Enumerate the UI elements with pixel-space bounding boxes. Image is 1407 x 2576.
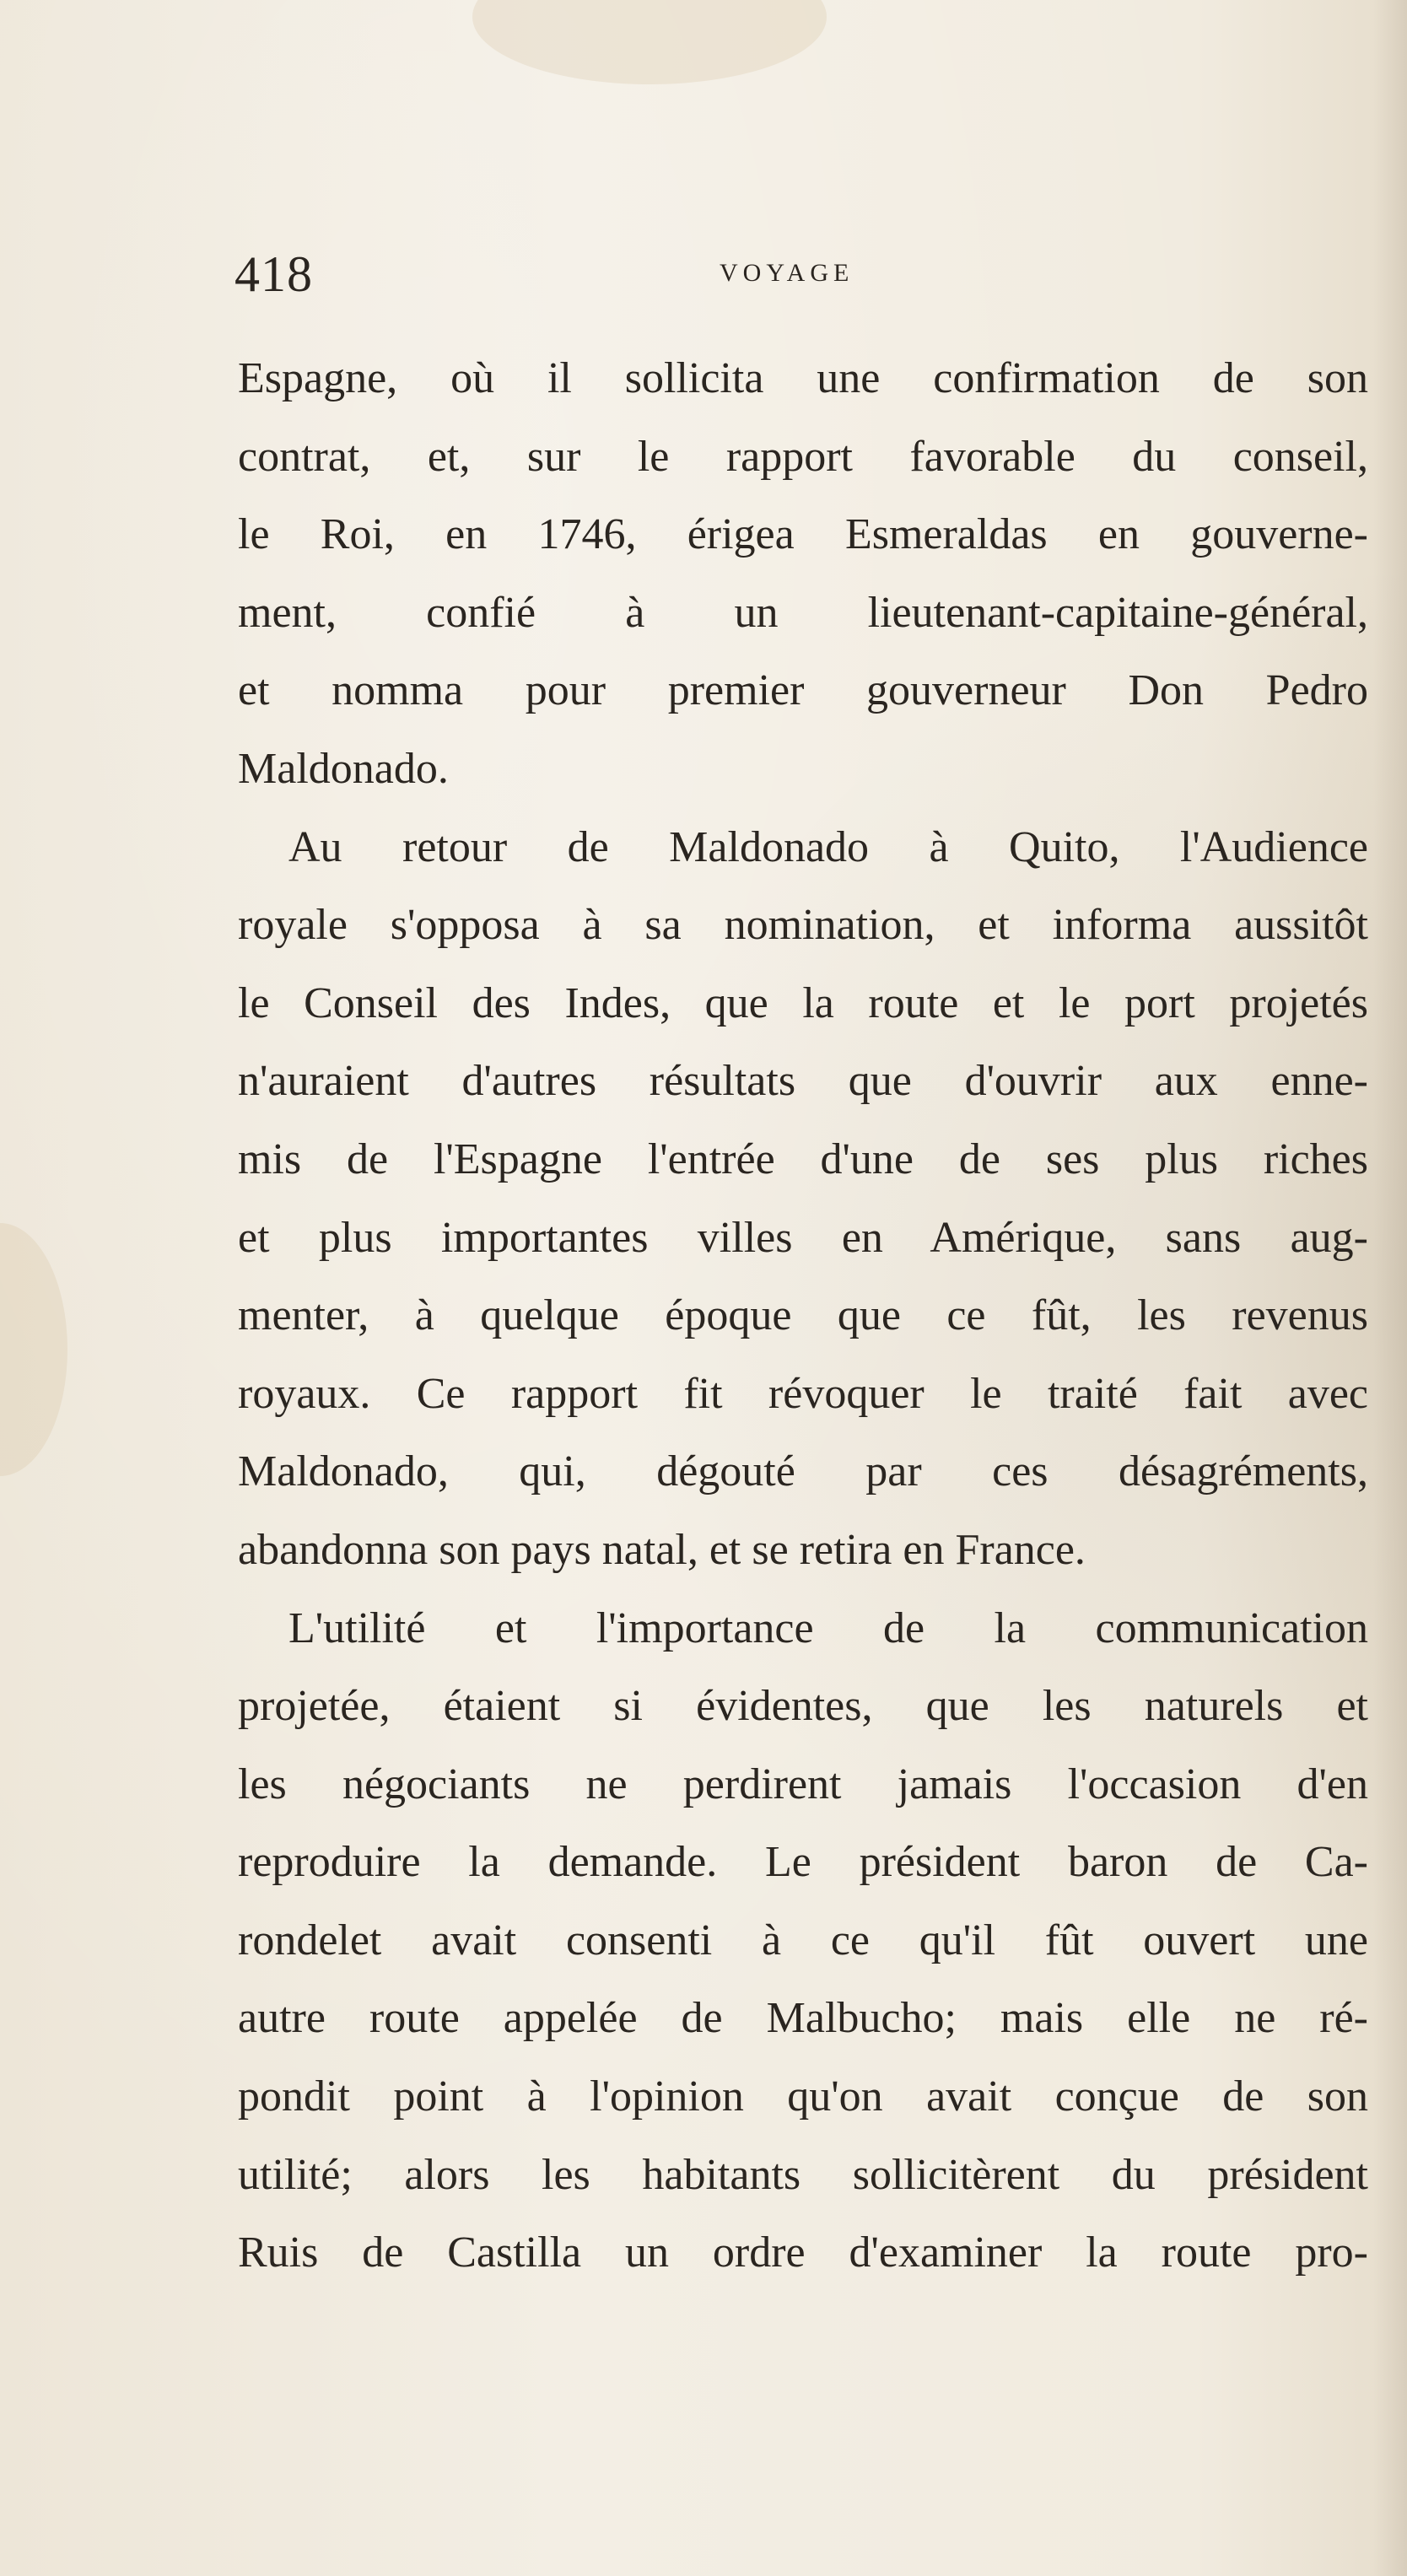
text-line: les négociants ne perdirent jamais l'occasion d'en — [238, 1760, 1368, 1808]
text-line: Maldonado, qui, dégouté par ces désagréments, — [238, 1447, 1368, 1496]
text-line: pondit point à l'opinion qu'on avait conçue de son — [238, 2072, 1368, 2121]
paper-stain — [472, 0, 827, 84]
text-line: ment, confié à un lieutenant-capitaine-général, — [238, 588, 1368, 637]
text-line: le Conseil des Indes, que la route et le port projetés — [238, 978, 1368, 1027]
text-line: autre route appelée de Malbucho; mais elle ne ré- — [238, 1994, 1368, 2043]
text-line: projetée, étaient si évidentes, que les naturels et — [238, 1682, 1368, 1731]
text-line: menter, à quelque époque que ce fût, les revenus — [238, 1291, 1368, 1340]
text-line: royale s'opposa à sa nomination, et informa aussitôt — [238, 901, 1368, 950]
text-line: et plus importantes villes en Amérique, sans aug- — [238, 1213, 1368, 1262]
text-line: n'auraient d'autres résultats que d'ouvrir aux enne- — [238, 1057, 1368, 1106]
text-line: mis de l'Espagne l'entrée d'une de ses plus riches — [238, 1134, 1368, 1183]
text-line: Ruis de Castilla un ordre d'examiner la route pro- — [238, 2228, 1368, 2277]
text-line: Maldonado. — [238, 744, 449, 793]
text-line: utilité; alors les habitants sollicitèrent du président — [238, 2150, 1368, 2199]
running-head: VOYAGE — [720, 259, 854, 287]
text-line: et nomma pour premier gouverneur Don Pedro — [238, 666, 1368, 715]
text-line: le Roi, en 1746, érigea Esmeraldas en gouverne- — [238, 510, 1368, 559]
text-line: rondelet avait consenti à ce qu'il fût ouvert une — [238, 1916, 1368, 1964]
paragraph-first-line: L'utilité et l'importance de la communication — [288, 1603, 1368, 1652]
page-number: 418 — [234, 246, 313, 302]
paper-stain — [0, 1223, 67, 1476]
text-line: abandonna son pays natal, et se retira en France. — [238, 1525, 1086, 1574]
text-line: Espagne, où il sollicita une confirmation de son — [238, 354, 1368, 402]
page-header — [234, 240, 1365, 308]
text-line: royaux. Ce rapport fit révoquer le traité fait avec — [238, 1369, 1368, 1418]
text-line: reproduire la demande. Le président baron de Ca- — [238, 1838, 1368, 1887]
text-line: contrat, et, sur le rapport favorable du conseil, — [238, 432, 1368, 481]
body-text — [238, 340, 1368, 2293]
paragraph-first-line: Au retour de Maldonado à Quito, l'Audience — [288, 822, 1368, 871]
page-edge-shade — [1373, 0, 1407, 2576]
